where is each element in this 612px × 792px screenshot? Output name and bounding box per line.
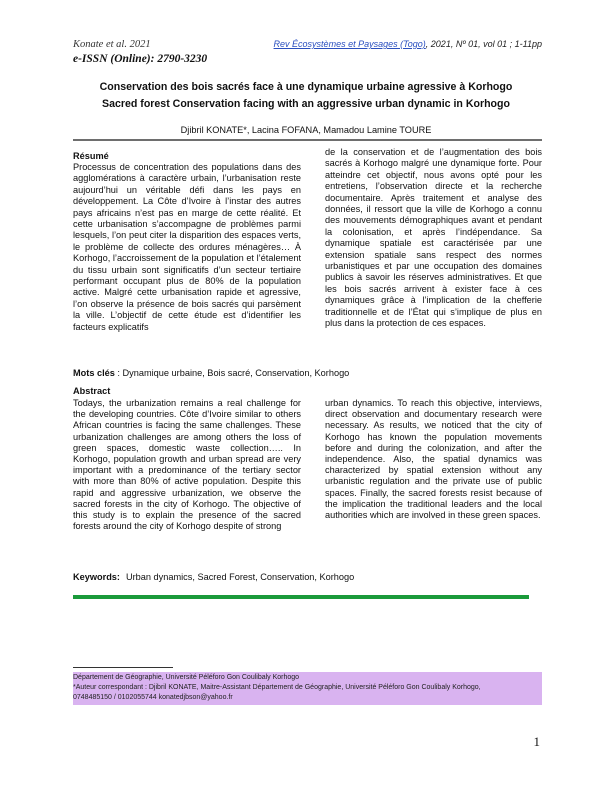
header-issn: e-ISSN (Online): 2790-3230 [73, 53, 208, 65]
resume-column-left [73, 151, 301, 333]
running-header-right [274, 39, 542, 49]
abstract-heading: Abstract [73, 386, 111, 396]
resume-column-right [325, 147, 542, 330]
footnote-divider [73, 667, 173, 668]
journal-link[interactable]: Rev Écosystèmes et Paysages (Togo) [273, 39, 426, 49]
mots-cles-value: : Dynamique urbaine, Bois sacré, Conservation, Korhogo [114, 368, 350, 378]
keywords-value: Urban dynamics, Sacred Forest, Conservation, Korhogo [125, 572, 355, 582]
abstract-text-right: urban dynamics. To reach this objective, interviews, direct observation and documentary research were necessary. As results, we noticed that the city of Korhogo has known the population movements before and during the colonization, and after the independence. Also, the spatial dynamics was characterized by spatial extension without any urbanistic regulation and the private use of public spaces. Finally, the sacred forests resist because of the implication the traditional leaders and the local authorities which are involved in these green spaces. [325, 398, 542, 521]
title-french: Conservation des bois sacrés face à une dynamique urbaine agressive à Korhogo [99, 81, 513, 93]
abstract-column-left [73, 398, 301, 532]
keywords [73, 572, 354, 582]
keywords-label: Keywords: [73, 572, 120, 582]
journal-citation: , 2021, Nº 01, vol 01 ; 1-11pp [425, 39, 542, 49]
footnote-affiliation: Département de Géographie, Université Péléforo Gon Coulibaly Korhogo [73, 674, 300, 681]
footnote-contact: 0748485150 / 0102055744 konatedjbson@yahoo.fr [73, 694, 233, 701]
footnote-block [73, 672, 542, 705]
green-divider [73, 595, 529, 599]
abstract-column-right [325, 398, 542, 521]
page-number: 1 [533, 734, 540, 749]
header-author-year: Konate et al. 2021 [73, 39, 151, 50]
mots-cles-label: Mots clés [73, 368, 115, 378]
resume-heading: Résumé [73, 151, 109, 161]
author-list: Djibril KONATE*, Lacina FOFANA, Mamadou Lamine TOURE [180, 125, 432, 135]
resume-text-left: Processus de concentration des populations dans des agglomérations à caractère urbain, l’urbanisation reste aujourd’hui un véritable défi dans les pays en développement. La Côte d’Ivoire à l’instar des autres pays africains n’est pas en marge de cette réalité. Et cette urbanisation s’accompagne de problèmes parmi lesquels, l’on peut citer la disparition des espaces verts, le problème de collecte des ordures ménagères… À Korhogo, l’accroissement de la population et l’étalement du tissu urbain sont significatifs d’un secteur tertiaire performant occupant plus de 80% de la population active. Malgré cette urbanisation rapide et agressive, l’on observe la présence de bois sacrés qui parsèment la ville. L’objectif de cette étude est d’identifier les facteurs explicatifs [73, 162, 301, 332]
title-english: Sacred forest Conservation facing with an aggressive urban dynamic in Korhogo [102, 98, 510, 110]
author-divider [73, 139, 542, 141]
mots-cles [73, 368, 349, 378]
abstract-text-left: Todays, the urbanization remains a real challenge for the developing countries. Côte d’Ivoire similar to others African countries is facing the same challenges. These urbanization challenges are among others the loss of green spaces, domestic waste collection….. In Korhogo, population growth and urban spread are very important with a predominance of the tertiary sector with more than 80% of active population. Despite this rapid and aggressive urbanization, we observe the sacred forests in the city of Korhogo. The objective of this study is to explain the presence of the sacred forests around the city of Korhogo despite of strong [73, 398, 301, 532]
resume-text-right: de la conservation et de l’augmentation des bois sacrés à Korhogo malgré une dynamique forte. Pour atteindre cet objectif, nous avons opté pour les entretiens, l’observation directe et la recherche documentaire. Après traitement et analyse des données, il ressort que la ville de Korhogo a connu des mouvements démographiques avant et pendant la colonisation, et après l’indépendance. Sa dynamique spatiale est caractérisée par une extension spatiale sans respect des normes urbanistiques et par une occupation des domaines publics à savoir les réserves administratives. Et que les bois sacrés arrivent à exister face à ces dynamiques grâce à l’implication de la chefferie traditionnelle et de l’État qui s’implique de plus en plus dans la protection de ces espaces. [325, 147, 542, 329]
running-header-left [73, 39, 207, 66]
footnote-corresponding-author: *Auteur correspondant : Djibril KONATE, Maitre-Assistant Département de Géographie, Université Péléforo Gon Coulibaly Korhogo, [73, 684, 481, 691]
